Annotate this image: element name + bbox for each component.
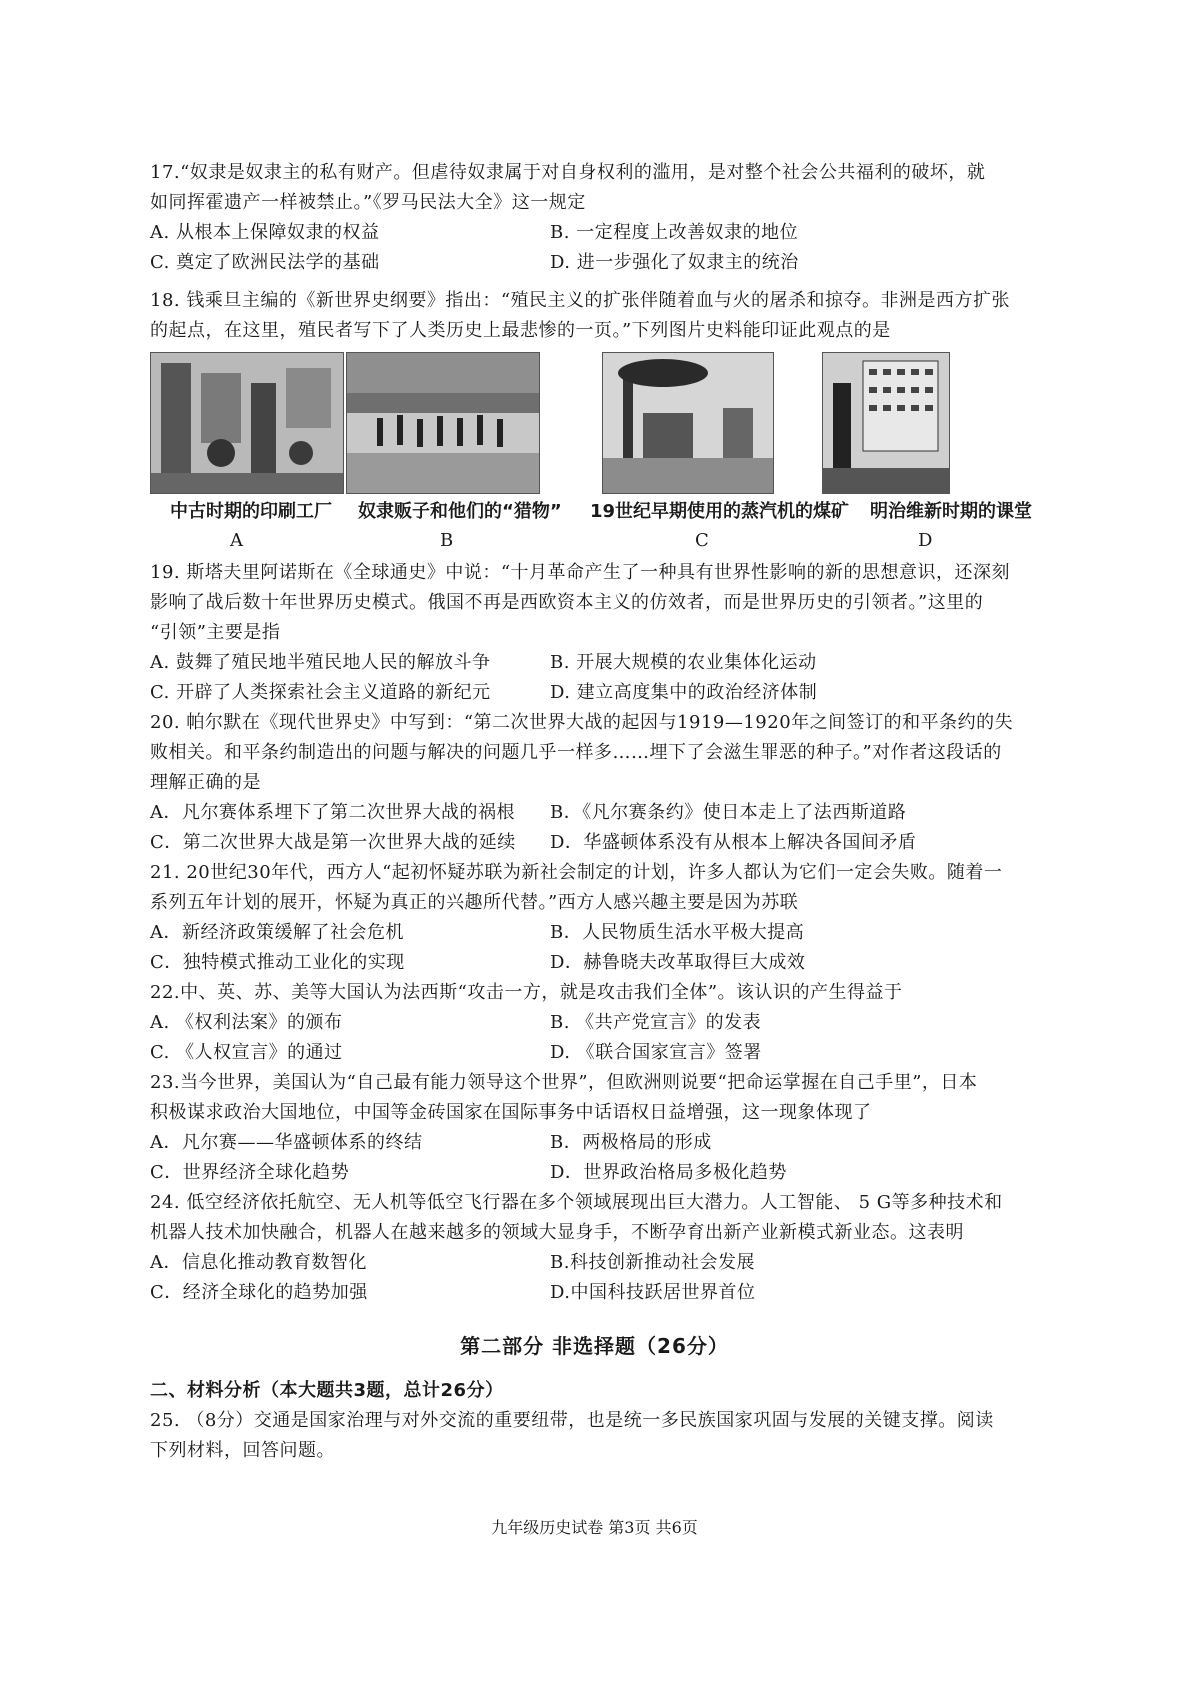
- option-d: D. 进一步强化了奴隶主的统治: [550, 252, 799, 273]
- option-row: [150, 1248, 1030, 1278]
- option-b: B. 一定程度上改善奴隶的地位: [550, 222, 799, 243]
- caption-a: 中古时期的印刷工厂: [170, 501, 332, 522]
- question-23: [150, 1068, 1030, 1188]
- question-text: 20. 帕尔默在《现代世界史》中写到：“第二次世界大战的起因与1919—1920年之间签订的和平条约的失: [150, 712, 1014, 733]
- question-text: 23.当今世界，美国认为“自己最有能力领导这个世界”，但欧洲则说要“把命运掌握在自己手里”，日本: [150, 1072, 978, 1093]
- option-d: D. 建立高度集中的政治经济体制: [550, 682, 818, 703]
- option-row: [150, 248, 1030, 278]
- option-c: C. 开辟了人类探索社会主义道路的新纪元: [150, 682, 491, 703]
- question-text: 败相关。和平条约制造出的问题与解决的问题几乎一样多……埋下了会滋生罪恶的种子。”对作者这段话的: [150, 742, 1002, 763]
- caption-b: 奴隶贩子和他们的“猎物”: [358, 501, 562, 522]
- meiji-classroom-image: [822, 352, 950, 494]
- option-row: [150, 918, 1030, 948]
- option-b: B.科技创新推动社会发展: [550, 1252, 755, 1273]
- option-a: A．信息化推动教育数智化: [150, 1252, 367, 1273]
- question-text: 系列五年计划的展开，怀疑为真正的兴趣所代替。”西方人感兴趣主要是因为苏联: [150, 892, 799, 913]
- option-d: D. 《联合国家宣言》签署: [550, 1042, 762, 1063]
- question-25-text: 25. （8分）交通是国家治理与对外交流的重要纽带，也是统一多民族国家巩固与发展的关键支撑。阅读: [150, 1410, 994, 1431]
- option-c: C．第二次世界大战是第一次世界大战的延续: [150, 832, 516, 853]
- question-text: 的起点，在这里，殖民者写下了人类历史上最悲惨的一页。”下列图片史料能印证此观点的是: [150, 320, 891, 341]
- option-row: [150, 1008, 1030, 1038]
- option-d: D．华盛顿体系没有从根本上解决各国间矛盾: [550, 832, 917, 853]
- picture-letters: [150, 530, 1030, 560]
- option-row: [150, 948, 1030, 978]
- question-text: 18. 钱乘旦主编的《新世界史纲要》指出：“殖民主义的扩张伴随着血与火的屠杀和掠夺。非洲是西方扩张: [150, 290, 1011, 311]
- question-text: 如同挥霍遗产一样被禁止。”《罗马民法大全》这一规定: [150, 192, 586, 213]
- question-text: 24. 低空经济依托航空、无人机等低空飞行器在多个领域展现出巨大潜力。人工智能、 5 G等多种技术和: [150, 1192, 1003, 1213]
- question-25-text: 下列材料，回答问题。: [150, 1440, 335, 1461]
- section-title: 第二部分 非选择题（26分）: [460, 1334, 729, 1358]
- question-text: 19. 斯塔夫里阿诺斯在《全球通史》中说：“十月革命产生了一种具有世界性影响的新的思想意识，还深刻: [150, 562, 1011, 583]
- picture-captions: [170, 497, 1050, 527]
- option-d: D．赫鲁晓夫改革取得巨大成效: [550, 952, 806, 973]
- question-24: [150, 1188, 1030, 1308]
- question-text: 机器人技术加快融合，机器人在越来越多的领域大显身手，不断孕育出新产业新模式新业态。这表明: [150, 1222, 964, 1243]
- question-text: 影响了战后数十年世界历史模式。俄国不再是西欧资本主义的仿效者，而是世界历史的引领者。”这里的: [150, 592, 984, 613]
- letter-a: A: [230, 530, 243, 551]
- option-row: [150, 648, 1030, 678]
- option-b: B. 开展大规模的农业集体化运动: [550, 652, 817, 673]
- question-18: [150, 286, 1030, 346]
- option-b: B. 《共产党宣言》的发表: [550, 1012, 762, 1033]
- option-a: A. 《权利法案》的颁布: [150, 1012, 343, 1033]
- option-row: [150, 1128, 1030, 1158]
- section-subheading-block: [150, 1376, 1030, 1466]
- steam-engine-mine-image: [602, 352, 774, 494]
- option-c: C．独特模式推动工业化的实现: [150, 952, 405, 973]
- option-row: [150, 1038, 1030, 1068]
- letter-d: D: [918, 530, 933, 551]
- question-text: “引领”主要是指: [150, 622, 281, 643]
- question-text: 理解正确的是: [150, 772, 261, 793]
- option-row: [150, 798, 1030, 828]
- option-b: B．《凡尔赛条约》使日本走上了法西斯道路: [550, 802, 907, 823]
- option-a: A. 从根本上保障奴隶的权益: [150, 222, 380, 243]
- option-row: [150, 678, 1030, 708]
- option-c: C．经济全球化的趋势加强: [150, 1282, 368, 1303]
- question-text: 积极谋求政治大国地位，中国等金砖国家在国际事务中话语权日益增强，这一现象体现了: [150, 1102, 872, 1123]
- slave-traders-image: [346, 352, 540, 494]
- option-a: A．凡尔赛——华盛顿体系的终结: [150, 1132, 423, 1153]
- option-c: C. 奠定了欧洲民法学的基础: [150, 252, 380, 273]
- option-c: C. 《人权宣言》的通过: [150, 1042, 343, 1063]
- question-text: 22.中、英、苏、美等大国认为法西斯“攻击一方，就是攻击我们全体”。该认识的产生得益于: [150, 982, 903, 1003]
- option-a: A．凡尔赛体系埋下了第二次世界大战的祸根: [150, 802, 515, 823]
- option-row: [150, 218, 1030, 248]
- option-c: C．世界经济全球化趋势: [150, 1162, 350, 1183]
- question-19: [150, 558, 1030, 708]
- question-20: [150, 708, 1030, 858]
- option-d: D.中国科技跃居世界首位: [550, 1282, 756, 1303]
- option-a: A. 鼓舞了殖民地半殖民地人民的解放斗争: [150, 652, 491, 673]
- letter-b: B: [440, 530, 454, 551]
- section-subheading: 二、材料分析（本大题共3题，总计26分）: [150, 1380, 504, 1401]
- printing-factory-image: [150, 352, 344, 494]
- page-footer: 九年级历史试卷 第3页 共6页: [491, 1518, 698, 1537]
- option-row: [150, 828, 1030, 858]
- option-d: D．世界政治格局多极化趋势: [550, 1162, 787, 1183]
- question-21: [150, 858, 1030, 978]
- question-text: 17.“奴隶是奴隶主的私有财产。但虐待奴隶属于对自身权利的滥用，是对整个社会公共福利的破坏，就: [150, 162, 986, 183]
- option-a: A．新经济政策缓解了社会危机: [150, 922, 404, 943]
- question-22: [150, 978, 1030, 1068]
- caption-c: 19世纪早期使用的蒸汽机的煤矿: [590, 501, 850, 522]
- option-b: B．两极格局的形成: [550, 1132, 712, 1153]
- question-17: [150, 158, 1030, 278]
- picture-row: [150, 352, 1020, 502]
- option-b: B．人民物质生活水平极大提高: [550, 922, 805, 943]
- question-text: 21. 20世纪30年代，西方人“起初怀疑苏联为新社会制定的计划，许多人都认为它们一定会失败。随着一: [150, 862, 1003, 883]
- option-row: [150, 1278, 1030, 1308]
- letter-c: C: [695, 530, 709, 551]
- caption-d: 明治维新时期的课堂: [870, 501, 1032, 522]
- option-row: [150, 1158, 1030, 1188]
